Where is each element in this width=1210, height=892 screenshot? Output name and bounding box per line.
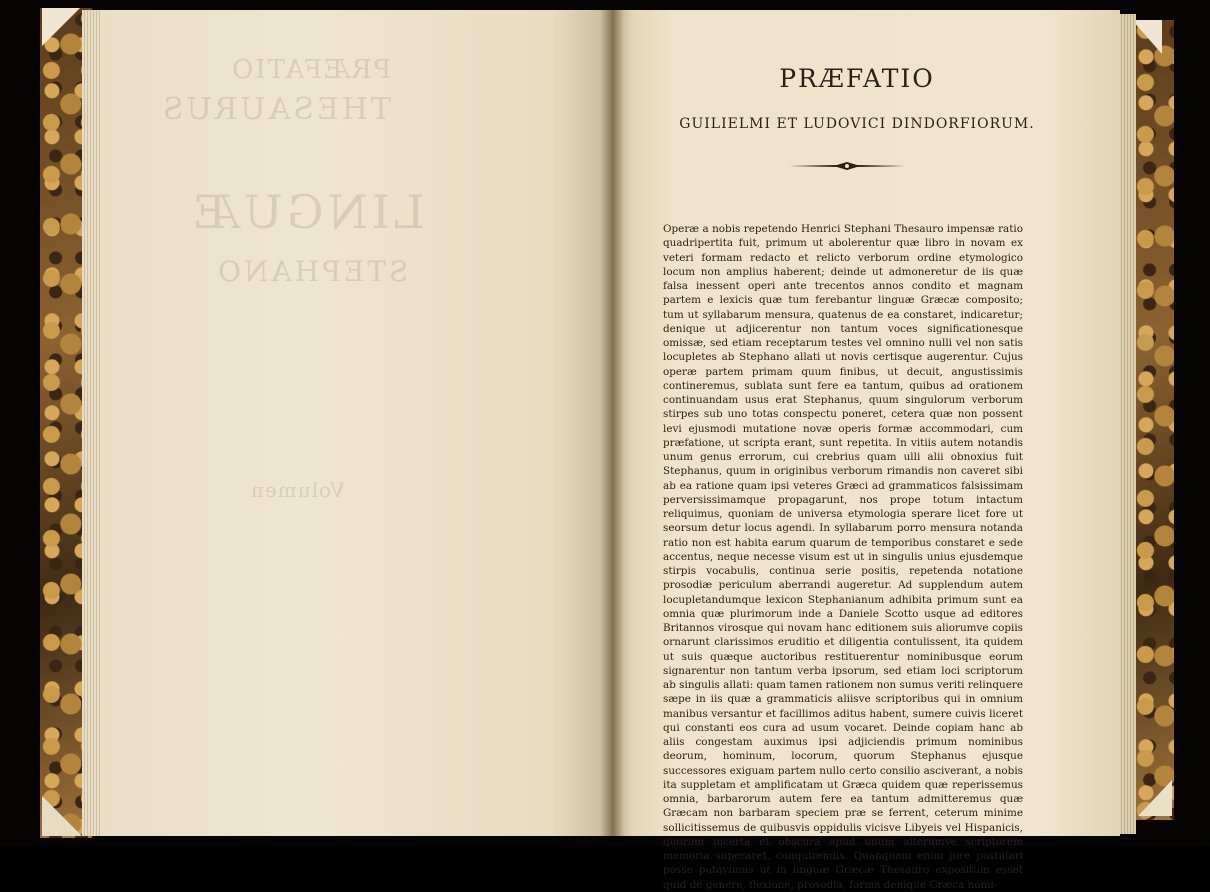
show-through-text: THESAURUS: [160, 92, 391, 127]
cover-corner-bottom-left: [42, 796, 82, 836]
book-gutter: [600, 10, 624, 836]
right-marbled-cover: [1134, 20, 1174, 820]
show-through-text: LINGUÆ: [190, 185, 425, 239]
cover-corner-top-left: [42, 8, 80, 46]
show-through-text: Volumen: [250, 478, 345, 502]
ornamental-rule-icon: [787, 160, 907, 172]
cover-corner-top-right: [1132, 20, 1162, 54]
page-subtitle: GUILIELMI ET LUDOVICI DINDORFIORUM.: [679, 116, 1035, 132]
show-through-text: PRÆFATIO: [230, 55, 392, 85]
cover-corner-bottom-right: [1138, 780, 1172, 816]
page-title: PRÆFATIO: [779, 64, 935, 93]
show-through-text: STEPHANO: [215, 255, 409, 288]
left-page: [100, 10, 612, 836]
preface-body-text: Operæ a nobis repetendo Henrici Stephani Thesauro impensæ ratio quadripertita fuit, primum ut abolerentur quæ libro in novam ex veteri formam redacto et relicto verborum ordine etymologico locum non amplius haberent; deinde ut admoneretur de iis quæ falsa inessent operi ante trecentos annos condito et magnam partem e lexicis quæ tum ferebantur linguæ Græcæ composito; tum ut syllabarum mensura, quatenus de ea constaret, indicaretur; denique ut adjicerentur non tantum voces significationesque omissæ, sed etiam receptarum testes vel omnino nulli vel non satis locupletes ab Stephano allati ut novis certisque augerentur. Cujus operæ partem primam quum finibus, ut decuit, angustissimis contineremus, sublata sunt fere ea tantum, quibus ad orationem continuandam usus erat Stephanus, quum singulorum verborum stirpes sub uno totas conspectu poneret, cetera quæ non possent levi ejusmodi mutatione novæ operis formæ accommodari, cum præfatione, ut scripta erant, sunt repetita. In vitiis autem notandis unum genus errorum, cui crebrius quam ulli alii obnoxius fuit Stephanus, quum in originibus verborum rimandis non caveret sibi ab ea ratione quam ipsi veteres Græci ad grammaticos falsissimam perversissimamque propagarunt, nos prope totum intactum reliquimus, quoniam de universa etymologia sperare licet fore ut seorsum detur locus agendi. In syllabarum porro mensura notanda ratio non est habita earum quarum de temporibus constaret e sede accentus, neque necesse visum est ut in singulis unius ejusdemque stirpis vocabulis, continua serie positis, repetenda notatione prosodiæ periculum aberrandi augeretur. Ad supplendum autem locupletandumque lexicon Stephanianum adhibita primum sunt ea omnia quæ plurimorum inde a Daniele Scotto usque ad editores Britannos virosque qui novam hanc editionem suis aliorumve copiis ornarunt clarissimos eruditio et diligentia contulissent, ita quidem ut suis quæque auctoribus restituerentur nominibusque eorum signarentur non tantum verba ipsorum, sed etiam loci scriptorum ab singulis allati: quam tamen rationem non sumus veriti relinquere sæpe in iis quæ a grammaticis aliisve scriptoribus qui in omnium manibus versantur et facillimos aditus habent, sumere cuivis liceret qui constanti eos cura ad usum vocaret. Deinde copiam hanc ab aliis congestam auximus ipsi adjiciendis primum nominibus deorum, hominum, locorum, quorum Stephanus ejusque successores exiguam partem nullo certo consilio asciverant, a nobis ita suppletam et amplificatam ut Græca quidem quæ reperissemus omnia, barbarorum autem fere ea tantum admitteremus quæ Græcam non barbaram speciem præ se ferrent, ceterum minime sollicitissemus de quibusvis oppidulis vicisve Libyeis vel Hispanicis, quorum incerta et obscura apud unum alterumve scriptorem memoria superaret, conquirendis. Quanquam enim jure postulari posse putavimus ut in linguæ Græcæ Thesauro expositum esset quid de genere, flexione, prosodia, forma denique Græca nomi-: [663, 223, 1023, 891]
